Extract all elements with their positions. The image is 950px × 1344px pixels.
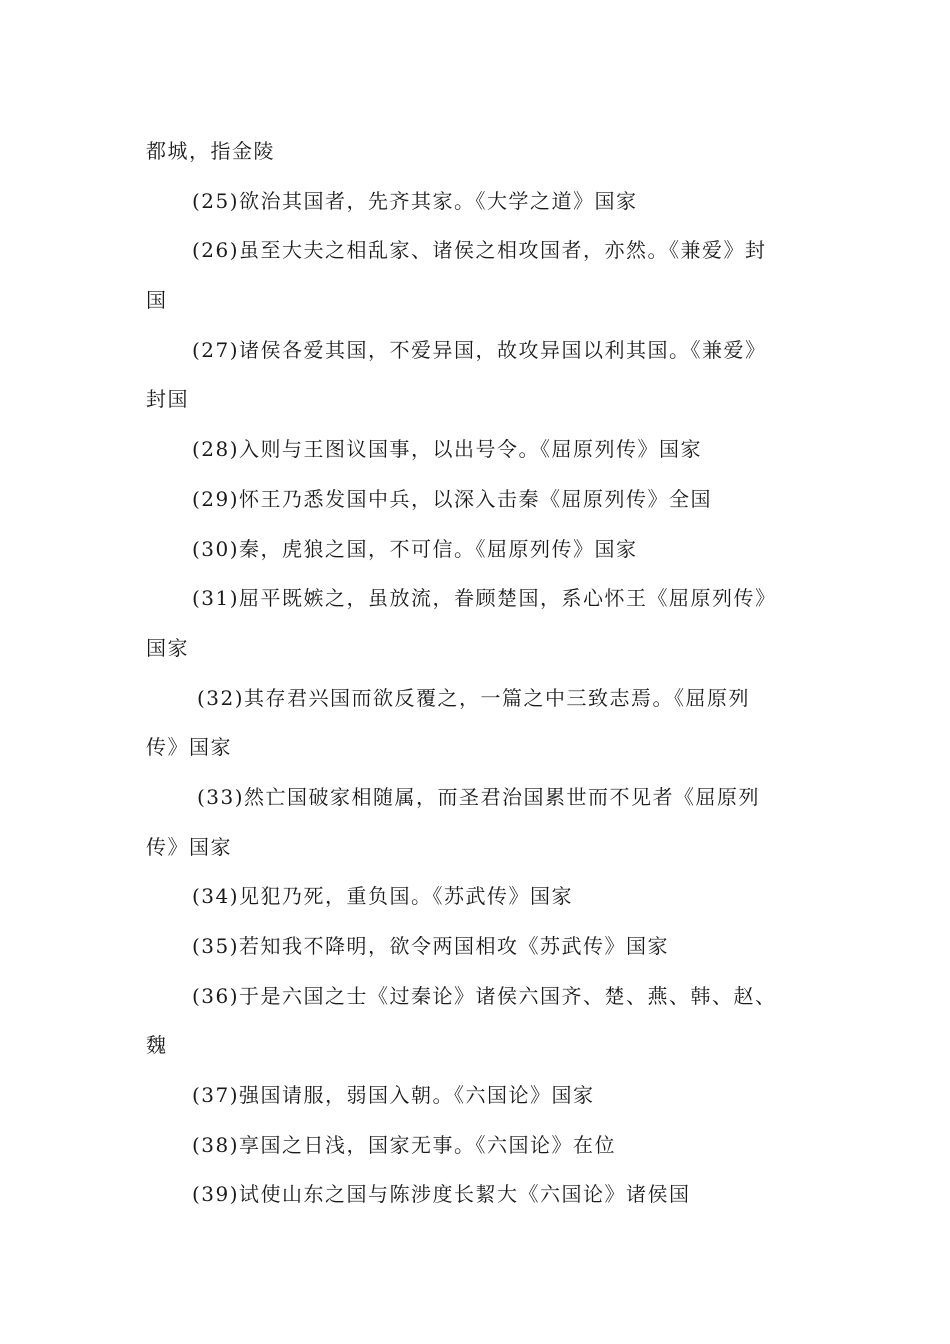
text-line: (36)于是六国之士《过秦论》诸侯六国齐、楚、燕、韩、赵、 — [192, 983, 777, 1008]
text-line: 魏 — [146, 1033, 168, 1058]
text-line: 国 — [146, 288, 168, 313]
text-line: 封国 — [146, 387, 189, 412]
text-line: (39)试使山东之国与陈涉度长絜大《六国论》诸侯国 — [192, 1182, 691, 1207]
text-line: (27)诸侯各爱其国，不爱异国，故攻异国以利其国。《兼爱》 — [192, 337, 767, 362]
text-line: 都城，指金陵 — [146, 139, 275, 163]
text-line: (32)其存君兴国而欲反覆之，一篇之中三致志焉。《屈原列 — [197, 685, 751, 710]
text-line: (34)见犯乃死，重负国。《苏武传》国家 — [192, 884, 574, 909]
text-body — [146, 131, 812, 1224]
text-line: (35)若知我不降明，欲令两国相攻《苏武传》国家 — [192, 934, 670, 958]
text-line: 国家 — [146, 635, 189, 660]
text-line: (38)享国之日浅，国家无事。《六国论》在位 — [192, 1132, 617, 1157]
text-line: 传》国家 — [146, 834, 232, 859]
text-line: (25)欲治其国者，先齐其家。《大学之道》国家 — [192, 188, 638, 213]
text-line: (33)然亡国破家相随属，而圣君治国累世而不见者《屈原列 — [197, 784, 761, 809]
text-line: (30)秦，虎狼之国，不可信。《屈原列传》国家 — [192, 536, 638, 561]
text-line: (37)强国请服，弱国入朝。《六国论》国家 — [192, 1083, 595, 1108]
text-line: (28)入则与王图议国事，以出号令。《屈原列传》国家 — [192, 437, 703, 462]
text-line: (31)屈平既嫉之，虽放流，眷顾楚国，系心怀王《屈原列传》 — [192, 586, 777, 611]
text-line: (26)虽至大夫之相乱家、诸侯之相攻国者，亦然。《兼爱》封 — [192, 238, 767, 263]
text-line: (29)怀王乃悉发国中兵，以深入击秦《屈原列传》全国 — [192, 486, 713, 511]
text-line: 传》国家 — [146, 735, 232, 760]
